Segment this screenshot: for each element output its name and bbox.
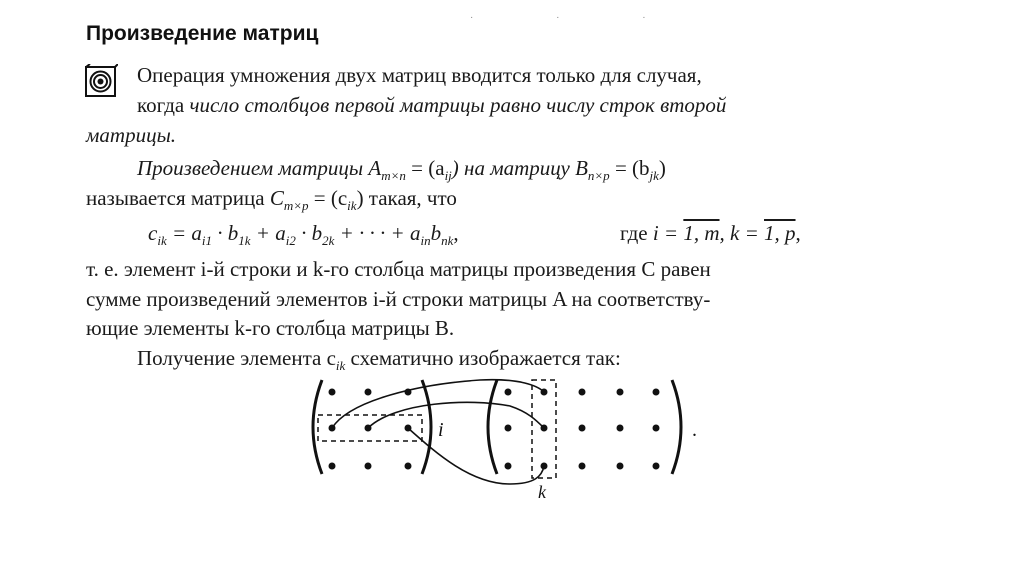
formula-term: + · · · + a (334, 221, 421, 245)
definition-text: ) на матрицу (451, 156, 576, 180)
definition-text: называется матрица (86, 186, 270, 210)
formula-term: · b (295, 221, 323, 245)
matrix-B-dots (505, 389, 660, 470)
text-line (137, 62, 702, 88)
text-line (86, 256, 711, 282)
matrix-C: C (269, 186, 284, 210)
matrix-A-dims: m×n (381, 168, 406, 183)
subscript: 1k (238, 233, 251, 248)
subscript: nk (441, 233, 454, 248)
diagram-period: . (692, 419, 697, 441)
text-line (86, 122, 176, 148)
formula-term: , (453, 221, 459, 245)
product-formula (148, 220, 459, 254)
column-k-label: k (538, 482, 546, 502)
paragraph4-text: Получение элемента c (137, 346, 336, 370)
formula-term: + a (250, 221, 286, 245)
scan-artifacts: · · · (470, 12, 686, 23)
equation-part: = (b (609, 156, 650, 180)
range-i-values: 1, m (683, 221, 720, 245)
formula-term: , (795, 221, 801, 245)
paragraph4-text: схематично изображается так: (345, 346, 621, 370)
subscript: ij (444, 168, 452, 183)
formula-term: c (148, 221, 158, 245)
paragraph1-line2-plain: когда (137, 93, 190, 117)
text-line (86, 286, 710, 312)
formula-term: b (430, 221, 442, 245)
definition-text: Произведением матрицы (137, 156, 369, 180)
definition-text: ) такая, что (356, 186, 457, 210)
formula-term: · b (212, 221, 239, 245)
text-line (86, 315, 454, 341)
paragraph3-line1: т. е. элемент i-й строки и k-го столбца матрицы произведения C равен (86, 257, 711, 281)
subscript: 2k (322, 233, 335, 248)
index-ranges (620, 220, 801, 246)
range-k-values: 1, p (764, 221, 796, 245)
subscript: i1 (201, 233, 213, 248)
subscript: ik (347, 198, 357, 213)
formula-term: = a (166, 221, 202, 245)
matrix-B-dims: n×p (587, 168, 610, 183)
paragraph1-line3-italic: матрицы. (86, 123, 177, 147)
definition-line2 (86, 185, 457, 219)
subscript: ik (335, 358, 346, 373)
equation-part: = (a (405, 156, 445, 180)
page-title: Произведение матриц (86, 22, 319, 45)
equation-part: ) (658, 156, 666, 180)
subscript: i2 (285, 233, 296, 248)
matrix-C-dims: m×p (283, 198, 309, 213)
definition-icon (84, 64, 118, 98)
subscript: in (420, 233, 431, 248)
subscript: ik (157, 233, 167, 248)
equation-part: = (c (308, 186, 348, 210)
range-i: i = (652, 221, 684, 245)
matrix-A-dots (329, 389, 412, 470)
paragraph1-line1: Операция умножения двух матриц вводится только для случая, (137, 63, 702, 87)
range-k: , k = (719, 221, 765, 245)
matrix-product-diagram (300, 372, 720, 512)
paragraph3-line2: сумме произведений элементов i-й строки матрицы A на соответству- (86, 287, 711, 311)
definition-line1 (137, 155, 666, 189)
matrix-B: B (575, 156, 588, 180)
text-line (137, 92, 726, 118)
where-text: где (620, 221, 653, 245)
paragraph1-line2-italic: число столбцов первой матрицы равно числу строк второй (189, 93, 727, 117)
matrix-A: A (368, 156, 382, 180)
row-i-label: i (438, 419, 444, 441)
paragraph3-line3: ющие элементы k-го столбца матрицы B. (86, 316, 455, 340)
subscript: jk (649, 168, 659, 183)
